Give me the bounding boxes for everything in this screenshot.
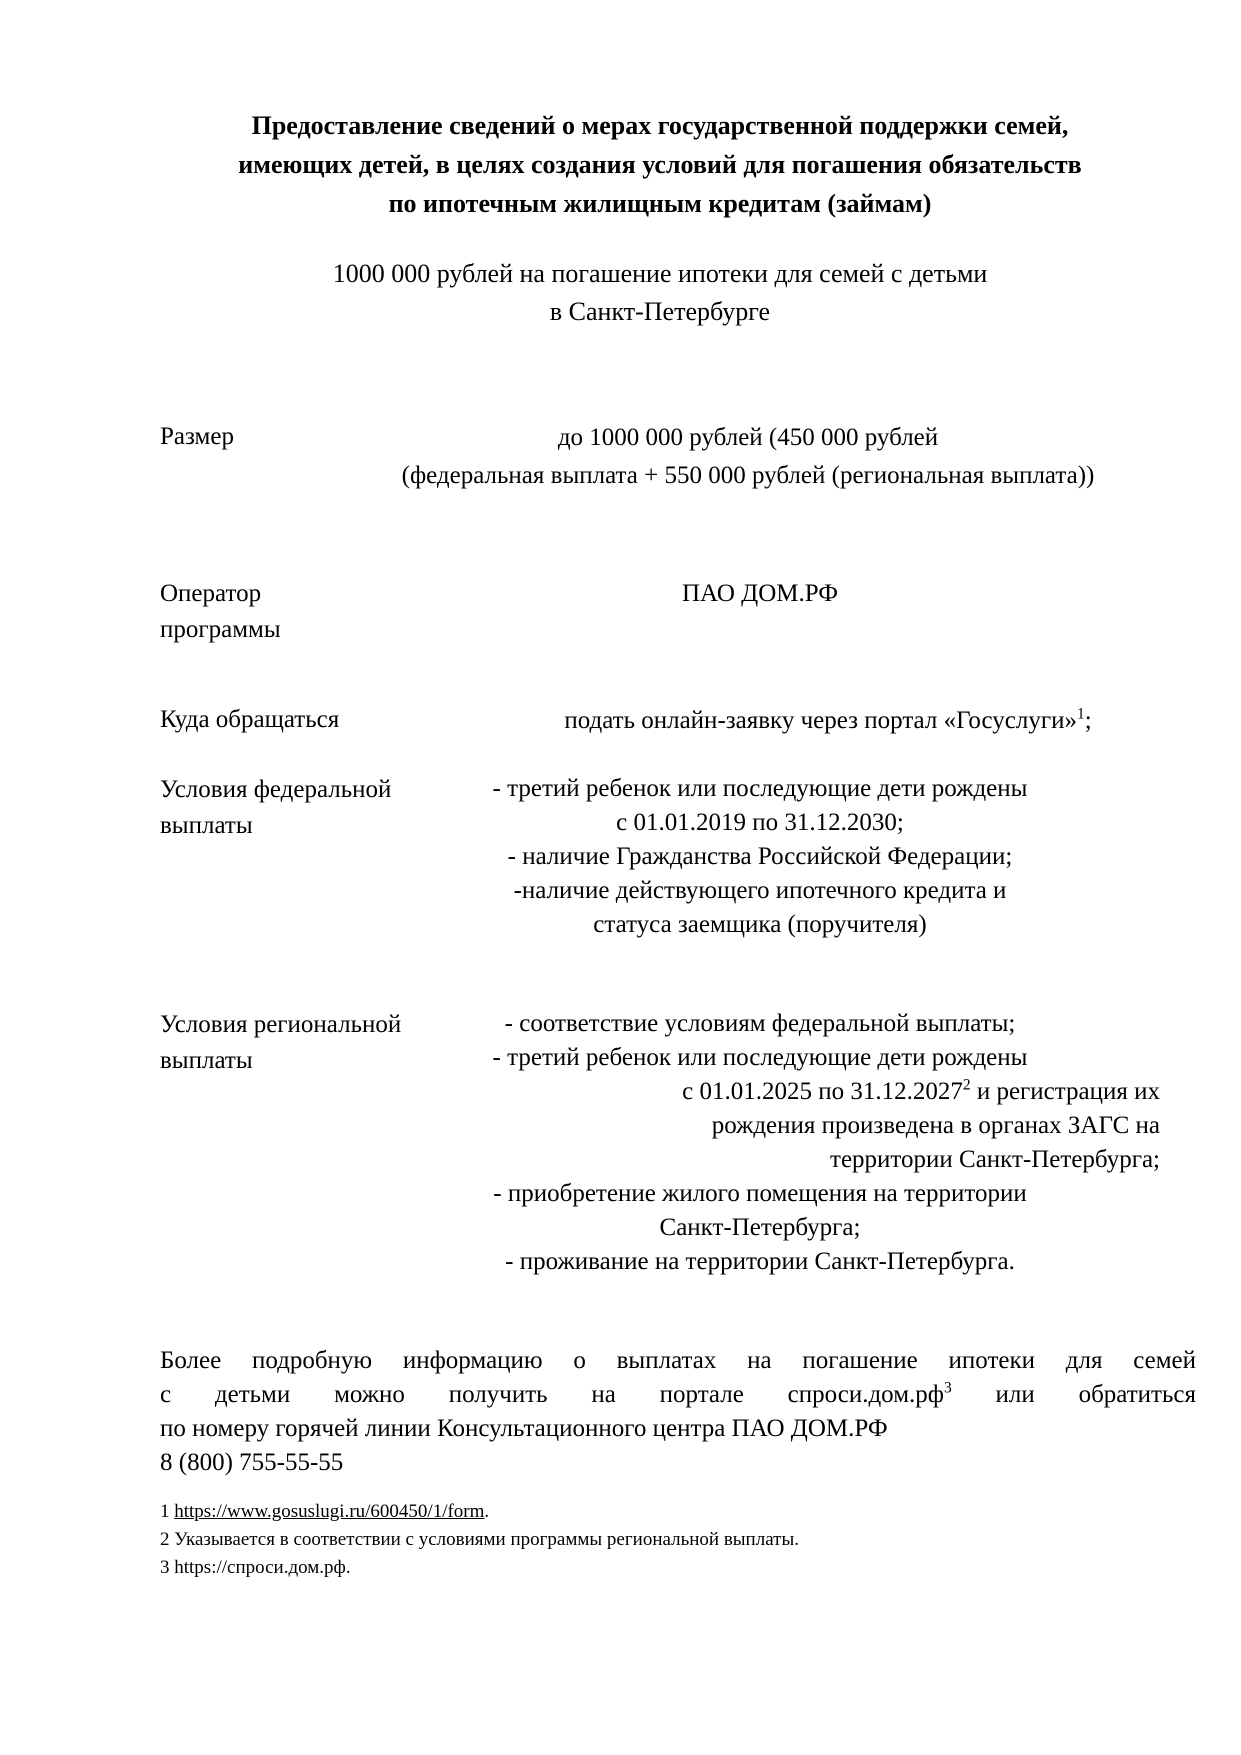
row-federal-conditions [160, 772, 1196, 942]
federal-condition-line-2: с 01.01.2019 по 31.12.2030; [616, 809, 904, 836]
footnote-2: 2 Указывается в соответствии с условиями программы региональной выплаты. [160, 1529, 799, 1550]
size-value-line-1: до 1000 000 рублей (450 000 рублей [557, 424, 939, 451]
row-federal-label [160, 772, 460, 942]
federal-condition-line-1: - третий ребенок или последующие дети рождены [492, 775, 1028, 802]
footnote-3: 3 https://спроси.дом.рф. [160, 1557, 351, 1578]
footnotes-section [160, 1498, 1196, 1582]
size-value-line-2: (федеральная выплата + 550 000 рублей (региональная выплата)) [401, 462, 1095, 489]
document-title [160, 106, 1196, 223]
footnote-ref-3: 3 [943, 1379, 952, 1397]
regional-line-3-text: с 01.01.2025 по 31.12.2027 [682, 1078, 963, 1105]
hotline-phone-number: 8 (800) 755-55-55 [160, 1449, 344, 1476]
info-paragraph-line-2 [160, 1378, 1196, 1412]
row-size-label: Размер [160, 423, 234, 450]
footnote-ref-1: 1 [1076, 705, 1085, 723]
row-regional-value [460, 1007, 1196, 1279]
row-regional-label [160, 1007, 460, 1279]
footnote-ref-2: 2 [962, 1076, 971, 1094]
operator-label-line-1: Оператор [160, 580, 262, 607]
regional-condition-line-2: - третий ребенок или последующие дети рождены [492, 1044, 1028, 1071]
regional-label-line-2: выплаты [160, 1047, 253, 1074]
info-line-2-tail: или обратиться [951, 1381, 1196, 1408]
subtitle-line-2: в Санкт-Петербурге [549, 297, 771, 326]
regional-label-line-1: Условия региональной [160, 1011, 402, 1038]
title-line-3: по ипотечным жилищным кредитам (займам) [388, 189, 932, 218]
row-size [160, 419, 1196, 495]
info-paragraph-line-3: по номеру горячей линии Консультационного центра ПАО ДОМ.РФ [160, 1415, 888, 1442]
document-subtitle [160, 255, 1196, 331]
where-value-tail: ; [1084, 707, 1092, 734]
subtitle-line-1: 1000 000 рублей на погашение ипотеки для семей с детьми [332, 259, 988, 288]
row-operator-value [460, 576, 1196, 648]
footnote-1-period: . [484, 1501, 490, 1522]
federal-condition-line-3: - наличие Гражданства Российской Федерации; [507, 843, 1013, 870]
regional-condition-line-3 [460, 1075, 1196, 1109]
title-line-1: Предоставление сведений о мерах государственной поддержки семей, [251, 111, 1069, 140]
federal-condition-line-5: статуса заемщика (поручителя) [593, 911, 927, 938]
footnote-1-number: 1 [160, 1501, 175, 1522]
regional-condition-line-8: - проживание на территории Санкт-Петербурга. [505, 1248, 1015, 1275]
where-value-text: подать онлайн-заявку через портал «Госуслуги» [564, 707, 1077, 734]
regional-condition-line-1: - соответствие условиям федеральной выплаты; [504, 1010, 1016, 1037]
where-value-line [460, 702, 1196, 740]
row-where-to-apply [160, 702, 1196, 740]
info-line-2-text: с детьми можно получить на портале спроси.дом.рф [160, 1381, 944, 1408]
federal-label-line-2: выплаты [160, 812, 253, 839]
row-size-value [300, 419, 1196, 495]
row-federal-value [460, 772, 1196, 942]
operator-label-line-2: программы [160, 616, 281, 643]
regional-condition-line-5: территории Санкт-Петербурга; [830, 1146, 1160, 1173]
federal-condition-line-4: -наличие действующего ипотечного кредита и [513, 877, 1007, 904]
row-regional-conditions [160, 1007, 1196, 1279]
title-line-2: имеющих детей, в целях создания условий для погашения обязательств [238, 150, 1082, 179]
row-where-value [460, 702, 1196, 740]
footnote-1 [160, 1498, 1196, 1526]
info-paragraph [160, 1344, 1196, 1480]
row-where-label: Куда обращаться [160, 706, 340, 733]
info-paragraph-line-1: Более подробную информацию о выплатах на погашение ипотеки для семей [160, 1347, 1196, 1374]
operator-value: ПАО ДОМ.РФ [682, 580, 838, 607]
gosuslugi-link[interactable]: https://www.gosuslugi.ru/600450/1/form [174, 1501, 485, 1522]
row-operator-label [160, 576, 460, 648]
row-operator [160, 576, 1196, 648]
regional-line-3-tail: и регистрация их [970, 1078, 1160, 1105]
regional-condition-line-4: рождения произведена в органах ЗАГС на [711, 1112, 1160, 1139]
regional-condition-line-6: - приобретение жилого помещения на территории [493, 1180, 1027, 1207]
federal-label-line-1: Условия федеральной [160, 776, 392, 803]
regional-condition-line-7: Санкт-Петербурга; [659, 1214, 861, 1241]
